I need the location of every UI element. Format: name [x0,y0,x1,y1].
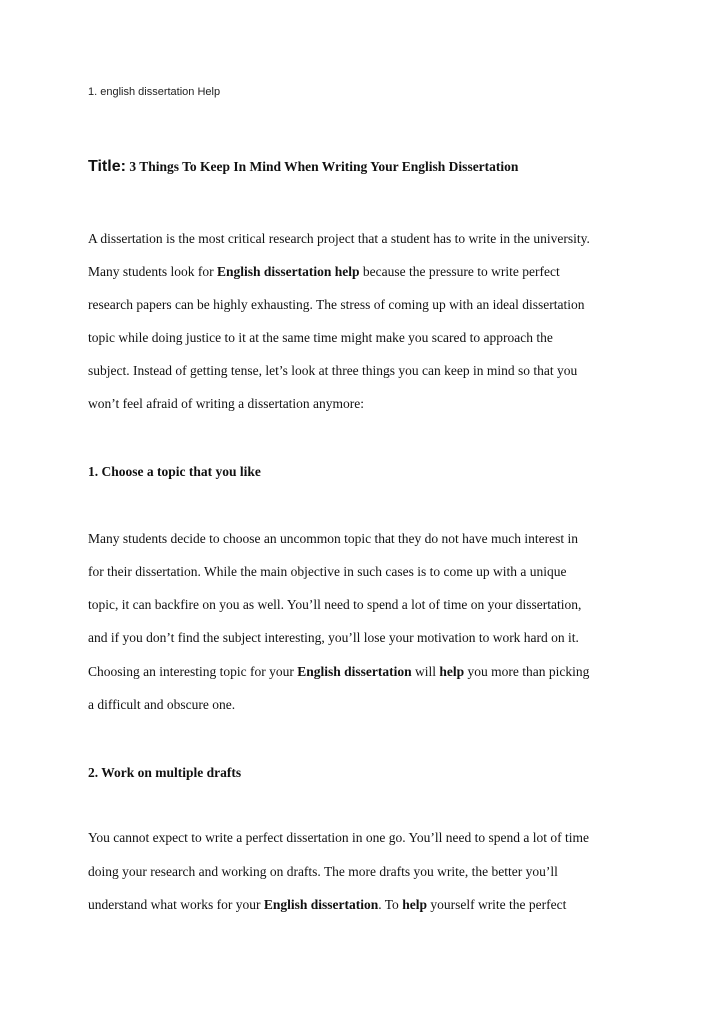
section-2-line-3-mid: . To [378,897,403,912]
section-2-line-1: You cannot expect to write a perfect dissertation in one go. You’ll need to spend a lot of time [88,830,590,845]
section-1-line-4: and if you don’t find the subject interesting, you’ll lose your motivation to work hard on it. [88,630,579,645]
intro-line-6: won’t feel afraid of writing a dissertation anymore: [88,396,365,411]
page-header-line: 1. english dissertation Help [88,86,221,98]
section-1-line-6: a difficult and obscure one. [88,697,236,712]
document-title [88,158,518,176]
section-1-line-5-text: Choosing an interesting topic for your [88,664,298,679]
section-1-line-5-rest: you more than picking [464,664,590,679]
section-1-line-3: topic, it can backfire on you as well. You’ll need to spend a lot of time on your dissertation, [88,597,582,612]
keyword-help: help [439,664,465,679]
keyword-english-dissertation: English dissertation [297,664,412,679]
keyword-english-dissertation-help: English dissertation help [217,264,360,279]
section-2-line-3-text: understand what works for your [88,897,264,912]
keyword-english-dissertation-2: English dissertation [263,897,379,912]
intro-line-2-text: Many students look for [88,264,217,279]
keyword-help-2: help [402,897,427,912]
title-label: Title: [88,158,126,175]
intro-line-2-rest: because the pressure to write perfect [359,264,560,279]
intro-line-5: subject. Instead of getting tense, let’s look at three things you can keep in mind so that you [88,363,578,378]
section-2-line-3 [88,897,566,913]
title-text: 3 Things To Keep In Mind When Writing Your English Dissertation [125,159,519,174]
section-1-line-5-mid: will [411,664,440,679]
section-1-line-5 [88,664,589,680]
section-2-heading: 2. Work on multiple drafts [88,765,242,780]
section-1-line-1: Many students decide to choose an uncommon topic that they do not have much interest in [88,531,579,546]
intro-line-1: A dissertation is the most critical research project that a student has to write in the university. [88,231,590,246]
intro-line-2 [88,264,560,280]
section-1-line-2: for their dissertation. While the main objective in such cases is to come up with a unique [88,564,567,579]
intro-line-4: topic while doing justice to it at the same time might make you scared to approach the [88,330,553,345]
section-1-heading: 1. Choose a topic that you like [88,464,261,479]
section-2-line-2: doing your research and working on drafts. The more drafts you write, the better you’ll [88,864,558,879]
intro-line-3: research papers can be highly exhausting. The stress of coming up with an ideal dissertation [88,297,585,312]
section-2-line-3-rest: yourself write the perfect [426,897,567,912]
